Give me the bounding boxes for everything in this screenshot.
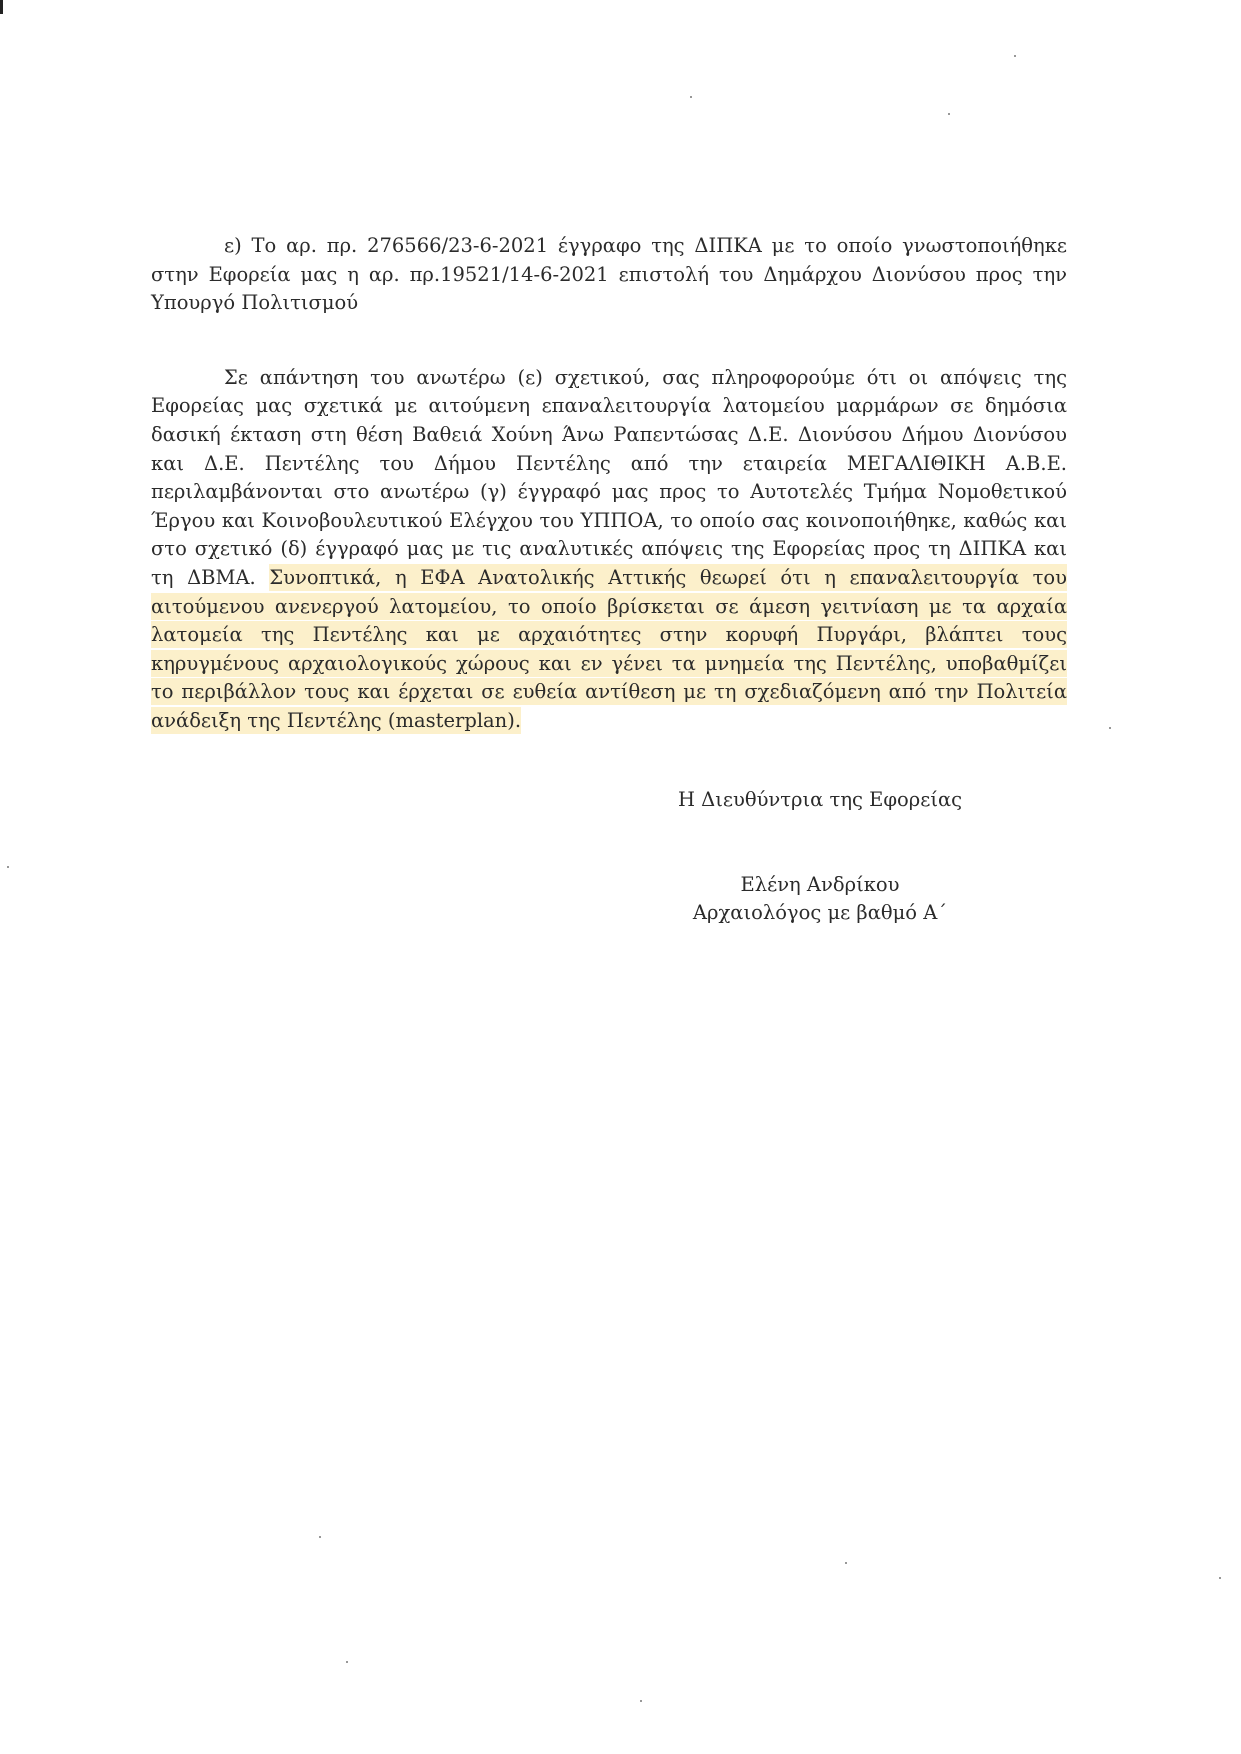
scan-speck [319,1536,321,1538]
scan-speck [1014,55,1016,57]
scan-edge-mark [0,0,3,14]
letter-body [151,232,1067,736]
paragraph-response [151,364,1067,736]
scan-speck [640,1700,642,1702]
paragraph-reference-e: ε) Το αρ. πρ. 276566/23-6-2021 έγγραφο της ΔΙΠΚΑ με το οποίο γνωστοποιήθηκε στην Εφορεία μας η αρ. πρ.19521/14-6-2021 επιστολή του Δημάρχου Διονύσου προς την Υπουργό Πολιτισμού [151,234,1067,315]
highlighted-summary: Συνοπτικά, η ΕΦΑ Ανατολικής Αττικής θεωρεί ότι η επαναλειτουργία του αιτούμενου ανενεργού λατομείου, το οποίο βρίσκεται σε άμεση γειτνίαση με τα αρχαία λατομεία της Πεντέλης και με αρχαιότητες στην κορυφή Πυργάρι, βλάπτει τους κηρυγμένους αρχαιολογικούς χώρους και εν γένει τα μνημεία της Πεντέλης, υποβαθμίζει το περιβάλλον τους και έρχεται σε ευθεία αντίθεση με τη σχεδιαζόμενη από την Πολιτεία ανάδειξη της Πεντέλης (masterplan). [151,565,1067,732]
signature-block [640,786,1000,928]
scan-speck [690,96,692,98]
scan-speck [346,1661,348,1663]
paragraph-spacer [151,318,1067,364]
scan-speck [1219,1577,1221,1579]
signatory-rank: Αρχαιολόγος με βαθμό Α΄ [692,901,948,925]
scan-speck [948,113,950,115]
scan-speck [1109,727,1111,729]
response-text: Σε απάντηση του ανωτέρω (ε) σχετικού, σας πληροφορούμε ότι οι απόψεις της Εφορείας μας σχετικά με αιτούμενη επαναλειτουργία λατομείου μαρμάρων σε δημόσια δασική έκταση στη θέση Βαθειά Χούνη Άνω Ραπεντώσας Δ.Ε. Διονύσου Δήμου Διονύσου και Δ.Ε. Πεντέλης του Δήμου Πεντέλης από την εταιρεία ΜΕΓΑΛΙΘΙΚΗ Α.Β.Ε. περιλαμβάνονται στο ανωτέρω (γ) έγγραφό μας προς το Αυτοτελές Τμήμα Νομοθετικού Έργου και Κοινοβουλευτικού Ελέγχου του ΥΠΠΟΑ, το οποίο σας κοινοποιήθηκε, καθώς και στο σχετικό (δ) έγγραφό μας με τις αναλυτικές απόψεις της Εφορείας προς τη ΔΙΠΚΑ και τη ΔΒΜΑ. [151,365,1067,589]
scan-speck [7,866,9,868]
signatory-name: Ελένη Ανδρίκου [740,872,900,896]
signatory-title: Η Διευθύντρια της Εφορείας [677,788,963,811]
scan-speck [845,1562,847,1564]
